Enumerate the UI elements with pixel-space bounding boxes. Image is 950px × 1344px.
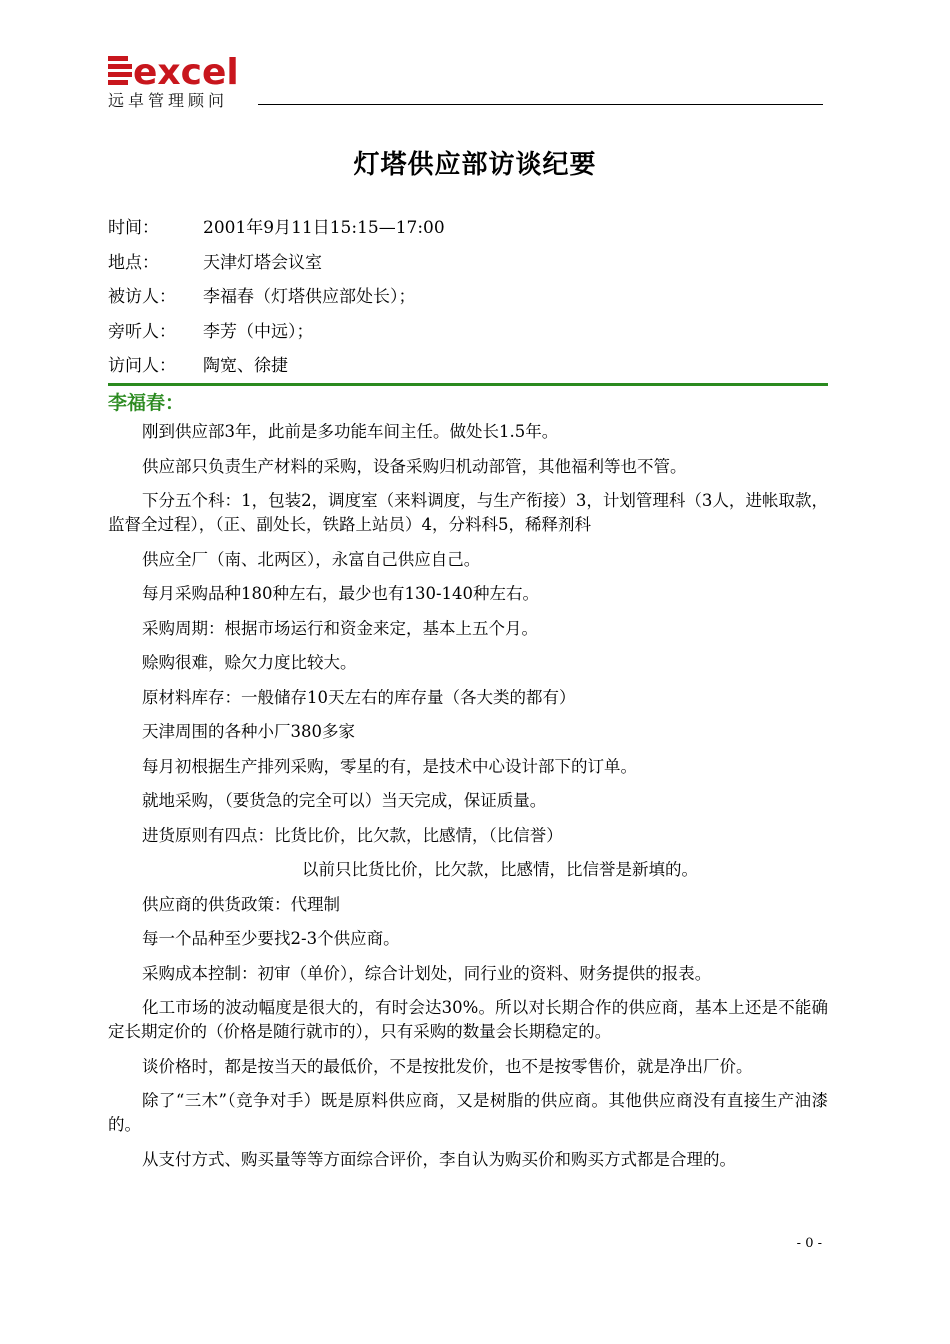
meta-label: 地点： <box>108 252 159 273</box>
paragraph: 就地采购，（要货急的完全可以）当天完成，保证质量。 <box>142 791 547 810</box>
paragraph: 供应部只负责生产材料的采购，设备采购归机动部管，其他福利等也不管。 <box>142 456 687 476</box>
paragraph: 原材料库存：一般储存10天左右的库存量（各大类的都有） <box>142 687 576 707</box>
document-title: 灯塔供应部访谈纪要 <box>353 150 597 180</box>
meeting-info <box>108 214 445 387</box>
paragraph: 进货原则有四点：比货比价，比欠款，比感情，（比信誉） <box>142 825 563 845</box>
meta-observer <box>108 318 445 353</box>
paragraph: 采购周期：根据市场运行和资金来定，基本上五个月。 <box>142 618 538 638</box>
paragraph: 赊购很难，赊欠力度比较大。 <box>142 653 357 672</box>
paragraph: 以前只比货比价，比欠款，比感情，比信誉是新填的。 <box>302 860 698 879</box>
paragraph: 每月采购品种180种左右，最少也有130-140种左右。 <box>142 584 540 603</box>
meta-value: 陶宽、徐捷 <box>203 356 288 376</box>
meta-interviewer <box>108 352 445 387</box>
paragraph: 从支付方式、购买量等等方面综合评价，李自认为购买价和购买方式都是合理的。 <box>142 1149 736 1169</box>
paragraph: 供应全厂（南、北两区），永富自己供应自己。 <box>142 549 481 569</box>
section-divider <box>108 383 828 386</box>
meta-label: 时间： <box>108 218 159 238</box>
paragraph: 采购成本控制：初审（单价），综合计划处，同行业的资料、财务提供的报表。 <box>142 963 712 983</box>
logo-text: excel <box>133 52 239 86</box>
logo-subtitle: 远卓管理顾问 <box>108 91 229 110</box>
bexcel-logo-icon <box>108 52 254 86</box>
paragraph: 谈价格时，都是按当天的最低价，不是按批发价，也不是按零售价，就是净出厂价。 <box>142 1056 753 1076</box>
meta-value: 李芳（中远）； <box>203 321 314 342</box>
paragraph: 下分五个科：1，包装2，调度室（来料调度，与生产衔接）3，计划管理科（3人，进帐取款，监督全过程），（正、副处长，铁路上站员）4，分料科5，稀释剂科 <box>108 491 828 534</box>
paragraph: 除了“三木”（竞争对手）既是原料供应商，又是树脂的供应商。其他供应商没有直接生产油漆的。 <box>108 1091 828 1134</box>
paragraph: 每一个品种至少要找2-3个供应商。 <box>142 929 400 948</box>
meta-value: 李福春（灯塔供应部处长）； <box>203 287 416 307</box>
paragraph: 刚到供应部3年，此前是多功能车间主任。做处长1.5年。 <box>142 422 559 441</box>
meta-interviewee <box>108 283 445 318</box>
meta-location <box>108 249 445 284</box>
page-number: - 0 - <box>796 1236 822 1251</box>
header-divider <box>258 104 823 105</box>
paragraph: 化工市场的波动幅度是很大的，有时会达30%。所以对长期合作的供应商，基本上还是不能确定长期定价的（价格是随行就市的），只有采购的数量会长期稳定的。 <box>108 998 828 1041</box>
paragraph: 天津周围的各种小厂380多家 <box>142 722 355 741</box>
company-logo <box>108 52 258 108</box>
meta-label: 被访人： <box>108 287 176 307</box>
meta-label: 旁听人： <box>108 321 176 342</box>
meta-time <box>108 214 445 249</box>
speaker-heading: 李福春： <box>108 392 185 414</box>
meta-label: 访问人： <box>108 356 176 376</box>
meta-value: 2001年9月11日15:15—17:00 <box>203 218 445 238</box>
paragraph: 每月初根据生产排列采购，零星的有，是技术中心设计部下的订单。 <box>142 756 637 776</box>
interview-notes <box>108 420 828 1182</box>
paragraph: 供应商的供货政策：代理制 <box>142 894 340 914</box>
meta-value: 天津灯塔会议室 <box>203 252 322 273</box>
